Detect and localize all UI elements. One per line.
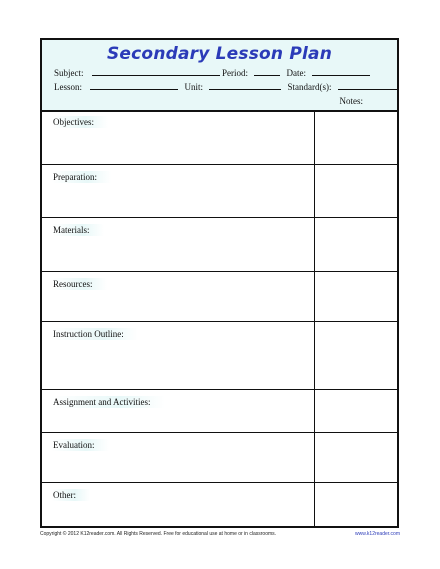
section-preparation[interactable] [42,165,397,218]
section-label: Materials: [52,224,104,236]
header-line-2 [54,81,398,92]
section-materials[interactable] [42,218,397,272]
section-label: Other: [52,489,90,501]
lesson-field[interactable] [90,81,178,90]
period-label: Period: [222,68,248,78]
standards-field[interactable] [338,81,398,90]
section-label: Objectives: [52,116,108,128]
notes-cell[interactable] [314,165,397,217]
section-label: Instruction Outline: [52,328,138,340]
lesson-plan-header [42,40,397,112]
section-instruction-outline[interactable] [42,322,397,390]
section-label: Evaluation: [52,439,109,451]
notes-cell[interactable] [314,483,397,526]
subject-field[interactable] [92,67,220,76]
section-objectives[interactable] [42,110,397,165]
section-resources[interactable] [42,272,397,322]
section-evaluation[interactable] [42,433,397,483]
section-assignment-activities[interactable] [42,390,397,433]
lesson-label: Lesson: [54,82,82,92]
page-title: Secondary Lesson Plan [106,44,333,64]
notes-cell[interactable] [314,272,397,321]
footer-website-link[interactable]: www.k12reader.com [354,531,400,537]
unit-label: Unit: [184,82,204,92]
subject-label: Subject: [54,68,84,78]
section-label: Assignment and Activities: [52,396,165,408]
section-label: Resources: [52,278,107,290]
standards-label: Standard(s): [287,82,332,92]
notes-cell[interactable] [314,433,397,482]
date-label: Date: [286,68,306,78]
period-field[interactable] [254,67,280,76]
notes-cell[interactable] [314,218,397,271]
notes-cell[interactable] [314,390,397,432]
section-other[interactable] [42,483,397,526]
section-label: Preparation: [52,171,111,183]
date-field[interactable] [312,67,370,76]
unit-field[interactable] [209,81,281,90]
notes-cell[interactable] [314,110,397,164]
footer-copyright: Copyright © 2012 K12reader.com. All Rights Reserved. Free for educational use at home or in classrooms. [40,531,277,537]
header-line-1 [54,67,370,78]
notes-cell[interactable] [314,322,397,389]
lesson-plan-sheet [40,38,399,528]
notes-label: Notes: [339,96,363,106]
